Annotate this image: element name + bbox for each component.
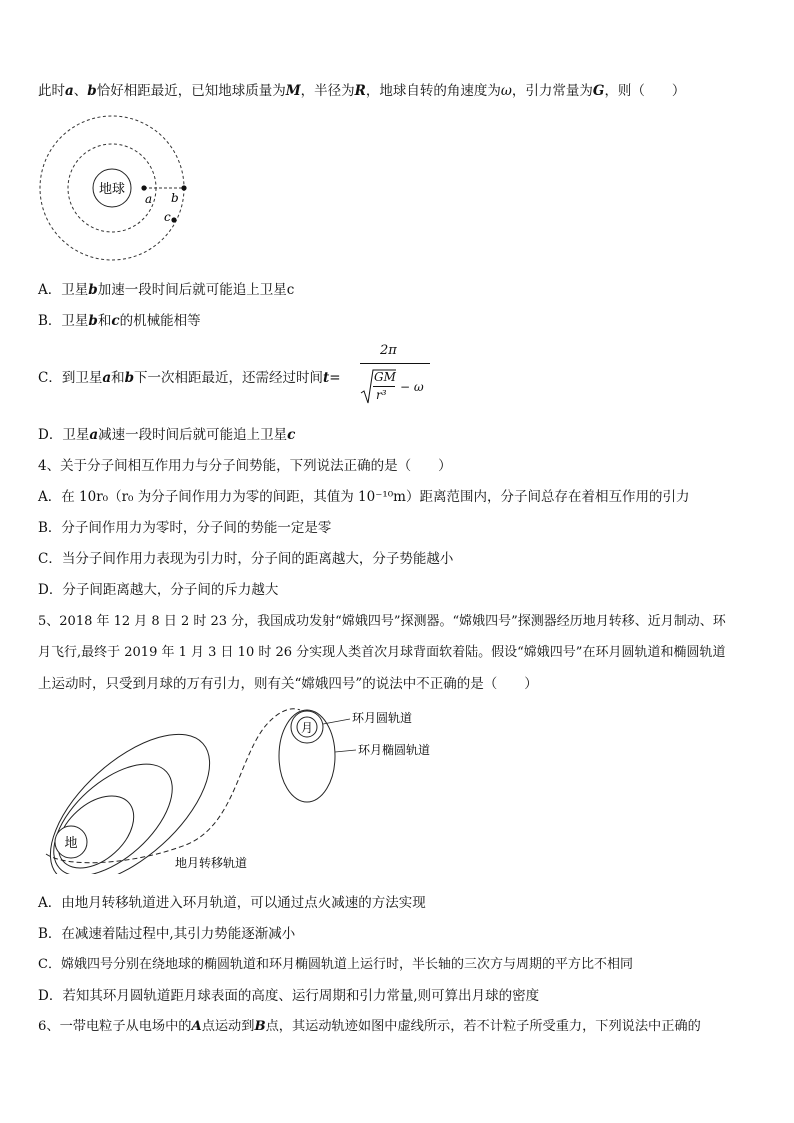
q3-option-b bbox=[38, 312, 201, 330]
option-text: 和 bbox=[111, 370, 125, 386]
var-b: b bbox=[87, 83, 97, 99]
var-c: c bbox=[111, 313, 120, 329]
q3-option-c bbox=[38, 369, 341, 387]
var-omega: ω bbox=[500, 83, 512, 99]
moon-label: 月 bbox=[300, 721, 314, 735]
q6-stem-text: 6、一带电粒子从电场中的 bbox=[38, 1019, 192, 1034]
var-b: b bbox=[88, 282, 98, 298]
q3-option-d bbox=[38, 426, 295, 444]
q3-stem bbox=[38, 82, 685, 100]
q3-stem-text: 此时 bbox=[38, 83, 65, 99]
q6-stem bbox=[38, 1018, 701, 1036]
satellite-a bbox=[141, 185, 146, 190]
q4-option-d: D．分子间距离越大，分子间的斥力越大 bbox=[38, 582, 279, 598]
transfer-orbit-label: 地月转移轨道 bbox=[175, 856, 248, 870]
var-G: G bbox=[592, 83, 605, 99]
option-text: 下一次相距最近，还需经过时间 bbox=[134, 370, 324, 386]
formula-GM: GM bbox=[374, 370, 396, 384]
earth-moon-orbit-figure bbox=[38, 704, 458, 874]
point-A: A bbox=[191, 1019, 202, 1034]
point-B: B bbox=[254, 1019, 266, 1034]
var-t: t bbox=[323, 370, 330, 386]
earth-label: 地球 bbox=[98, 182, 126, 197]
circle-orbit-pointer bbox=[323, 719, 350, 724]
ellipse-orbit-pointer bbox=[335, 750, 356, 752]
option-text: A．卫星 bbox=[38, 282, 89, 298]
q3-stem-text: 恰好相距最近，已知地球质量为 bbox=[96, 83, 286, 99]
option-text: 加速一段时间后就可能追上卫星c bbox=[97, 282, 295, 298]
formula-r3: r³ bbox=[376, 388, 387, 402]
q5-option-d: D．若知其环月圆轨道距月球表面的高度、运行周期和引力常量,则可算出月球的密度 bbox=[38, 988, 540, 1004]
option-text: 减速一段时间后就可能追上卫星 bbox=[98, 427, 288, 443]
option-text: B．卫星 bbox=[38, 313, 89, 329]
q3-option-a bbox=[38, 281, 294, 299]
q6-stem-text: 点运动到 bbox=[201, 1019, 255, 1034]
q4-option-a: A．在 10r₀（r₀ 为分子间作用力为零的间距，其值为 10⁻¹⁰m）距离范围内，分子间总存在着相互作用的引力 bbox=[38, 489, 690, 505]
satellite-b bbox=[181, 185, 186, 190]
q5-option-a: A．由地月转移轨道进入环月轨道，可以通过点火减速的方法实现 bbox=[38, 895, 426, 911]
option-text: D．卫星 bbox=[38, 427, 90, 443]
q4-option-c: C．当分子间作用力表现为引力时，分子间的距离越大，分子势能越小 bbox=[38, 551, 454, 567]
equals-sign: = bbox=[329, 370, 341, 386]
label-b: b bbox=[171, 191, 179, 205]
q4-stem: 4、关于分子间相互作用力与分子间势能，下列说法正确的是（ ） bbox=[38, 458, 452, 474]
q3-stem-text: ，引力常量为 bbox=[511, 83, 593, 99]
ellipse-orbit-label: 环月椭圆轨道 bbox=[358, 743, 431, 757]
earth-label: 地 bbox=[64, 836, 78, 851]
q4-option-b: B．分子间作用力为零时，分子间的势能一定是零 bbox=[38, 520, 332, 536]
q3-sep: 、 bbox=[73, 83, 88, 99]
circle-orbit-label: 环月圆轨道 bbox=[352, 711, 413, 725]
q5-stem-line-3: 上运动时，只受到月球的万有引力，则有关“嫦娥四号”的说法中不正确的是（ ） bbox=[38, 676, 538, 692]
q3-stem-text: ，地球自转的角速度为 bbox=[365, 83, 501, 99]
var-a: a bbox=[102, 370, 112, 386]
var-c: c bbox=[287, 427, 296, 443]
q3-stem-text: ，则（ ） bbox=[604, 83, 686, 99]
time-formula bbox=[358, 343, 430, 407]
formula-numerator: 2π bbox=[380, 343, 397, 358]
var-R: R bbox=[354, 83, 366, 99]
option-text: 的机械能相等 bbox=[119, 313, 201, 329]
satellite-c bbox=[171, 217, 176, 222]
label-c: c bbox=[164, 210, 171, 224]
var-M: M bbox=[285, 83, 301, 99]
var-b: b bbox=[88, 313, 98, 329]
label-a: a bbox=[145, 192, 153, 206]
q5-option-b: B．在减速着陆过程中,其引力势能逐渐减小 bbox=[38, 926, 296, 942]
gm-fraction-bar bbox=[373, 386, 395, 387]
fraction-bar bbox=[360, 363, 430, 364]
q5-stem-line-2: 月飞行,最终于 2019 年 1 月 3 日 10 时 26 分实现人类首次月球背面软着陆。假设“嫦娥四号”在环月圆轨道和椭圆轨道 bbox=[38, 645, 726, 660]
q6-stem-text: 点，其运动轨迹如图中虚线所示，若不计粒子所受重力，下列说法中正确的 bbox=[265, 1019, 701, 1034]
q5-option-c: C．嫦娥四号分别在绕地球的椭圆轨道和环月椭圆轨道上运行时，半长轴的三次方与周期的平方比不相同 bbox=[38, 957, 633, 972]
satellite-orbit-figure bbox=[38, 112, 198, 262]
var-a: a bbox=[65, 83, 74, 99]
option-text: 和 bbox=[97, 313, 112, 329]
formula-minus-omega: − ω bbox=[400, 380, 424, 394]
var-a: a bbox=[89, 427, 99, 443]
q3-stem-text: ，半径为 bbox=[300, 83, 355, 99]
var-b: b bbox=[124, 370, 135, 386]
option-text: C．到卫星 bbox=[38, 370, 103, 386]
q5-stem-line-1: 5、2018 年 12 月 8 日 2 时 23 分，我国成功发射“嫦娥四号”探测器。“嫦娥四号”探测器经历地月转移、近月制动、环 bbox=[38, 614, 726, 629]
